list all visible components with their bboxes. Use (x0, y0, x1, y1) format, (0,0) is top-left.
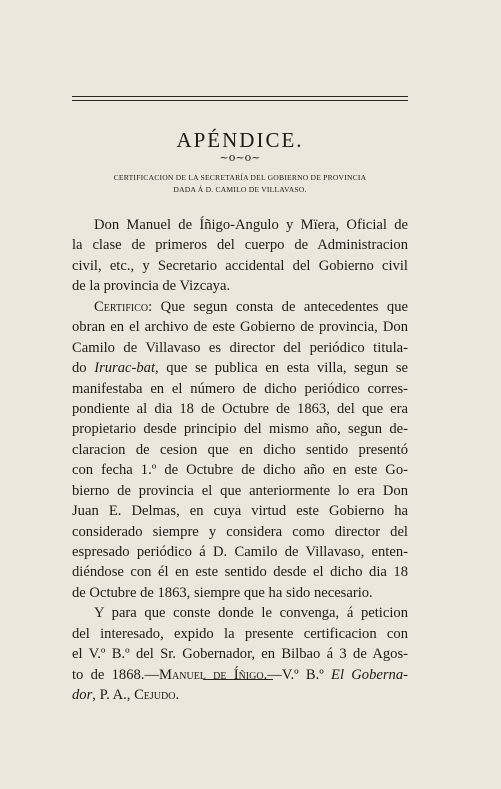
text-line: de la provincia de Vizcaya. (72, 278, 231, 295)
newspaper-title: Irurac-bat (94, 360, 156, 377)
ornament-divider: ~o~o~ (219, 151, 261, 164)
subtitle-line: CERTIFICACION DE LA SECRETARÍA DEL GOBIERNO DE PROVINCIA (113, 173, 367, 182)
text-line: propietario desde principio del mismo año, segun de- (72, 421, 408, 438)
text-line: de Octubre de 1863, siempre que ha sido necesario. (72, 584, 373, 601)
closing-rule (203, 679, 273, 680)
text-line: bierno de provincia el que anteriormente lo era Don (72, 482, 408, 499)
text-line: dor, P. A., Cejudo. (72, 687, 180, 704)
body-text (72, 215, 408, 706)
text-line: do Irurac-bat, que se publica en esta villa, segun se (72, 360, 408, 377)
text-line: del interesado, expido la presente certificacion con (72, 625, 408, 642)
subtitle-line: DADA Á D. CAMILO DE VILLAVASO. (173, 185, 307, 194)
text-line: considerado siempre y considera como director del (72, 523, 408, 540)
text-line: civil, etc., y Secretario accidental del Gobierno civil (72, 257, 408, 274)
page-title: APÉNDICE. (176, 128, 304, 152)
text-line: con fecha 1.º de Octubre de dicho año en este Go- (72, 462, 408, 479)
text-line: espresado periódico á D. Camilo de Villavaso, enten- (72, 544, 408, 560)
text-line: Certifico: Que segun consta de antecedentes que (94, 298, 408, 315)
text-line: Don Manuel de Íñigo-Angulo y Mïera, Oficial de (94, 217, 408, 233)
subtitle (72, 172, 408, 196)
certifico-lead: Certifico (94, 298, 149, 315)
text-line: to de 1868.—Manuel de Íñigo.—V.º B.º El Goberna- (72, 666, 408, 683)
text-line: pondiente al dia 18 de Octubre de 1863, del que era (72, 400, 408, 417)
text-line: Juan E. Delmas, en cuya virtud este Gobierno ha (72, 503, 408, 520)
text-line: Camilo de Villavaso es director del periódico titula- (72, 339, 408, 356)
text-line: la clase de primeros del cuerpo de Administracion (72, 237, 408, 254)
text-line: manifestaba en el número de dicho periódico corres- (72, 380, 408, 397)
text-line: obran en el archivo de este Gobierno de provincia, Don (72, 319, 408, 336)
text-line: Y para que conste donde le convenga, á peticion (94, 605, 408, 622)
signatory-name: Cejudo (134, 687, 176, 704)
text-line: claracion de cesion que en dicho sentido presentó (72, 441, 408, 458)
signatory-name: Manuel de Íñigo (159, 666, 264, 683)
header-rule-thin (72, 100, 408, 101)
text-line: diéndose con él en este sentido desde el dicho dia 18 (72, 564, 408, 581)
text-line: el V.º B.º del Sr. Gobernador, en Bilbao á 3 de Agos- (72, 646, 408, 663)
header-rule (72, 96, 408, 97)
